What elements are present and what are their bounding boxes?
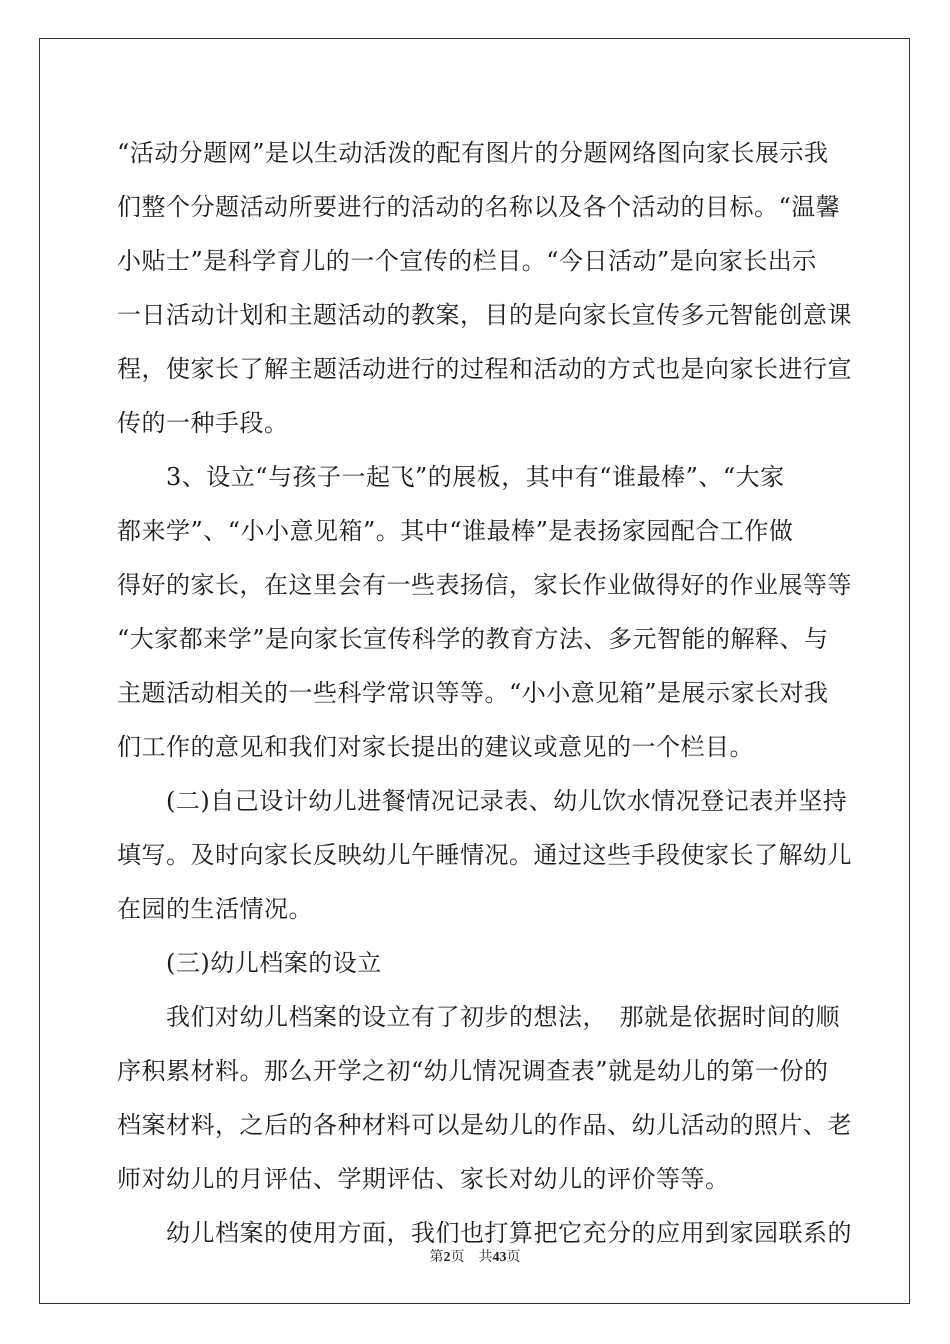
text-line: 小贴士”是科学育儿的一个宣传的栏目。“今日活动”是向家长出示 — [117, 247, 817, 275]
text-line: 幼儿档案的使用方面，我们也打算把它充分的应用到家园联系的 — [117, 1219, 852, 1247]
text-line: 一日活动计划和主题活动的教案，目的是向家长宣传多元智能创意课 — [117, 301, 852, 329]
document-body — [117, 126, 852, 1260]
page-footer — [0, 1246, 950, 1266]
text-line: “大家都来学”是向家长宣传科学的教育方法、多元智能的解释、与 — [117, 625, 829, 653]
page-unit: 页 — [450, 1250, 465, 1265]
text-line: (三)幼儿档案的设立 — [117, 949, 382, 977]
text-line: 填写。及时向家长反映幼儿午睡情况。通过这些手段使家长了解幼儿 — [117, 841, 852, 869]
text-line: (二)自己设计幼儿进餐情况记录表、幼儿饮水情况登记表并坚持 — [117, 787, 848, 815]
text-line: 得好的家长，在这里会有一些表扬信，家长作业做得好的作业展等等 — [117, 571, 852, 599]
page-number: 2 — [443, 1250, 451, 1265]
text-line: 序积累材料。那么开学之初“幼儿情况调查表”就是幼儿的第一份的 — [117, 1057, 829, 1085]
text-line: 程，使家长了解主题活动进行的过程和活动的方式也是向家长进行宣 — [117, 355, 852, 383]
text-line: 们整个分题活动所要进行的活动的名称以及各个活动的目标。“温馨 — [117, 193, 841, 221]
text-line: 档案材料，之后的各种材料可以是幼儿的作品、幼儿活动的照片、老 — [117, 1111, 852, 1139]
text-line: 3、设立“与孩子一起飞”的展板，其中有“谁最棒”、“大家 — [117, 463, 785, 491]
text-line: 在园的生活情况。 — [117, 895, 313, 923]
total-unit: 页 — [506, 1250, 521, 1265]
text-line: 都来学”、“小小意见箱”。其中“谁最棒”是表扬家园配合工作做 — [117, 517, 794, 545]
total-pages: 43 — [492, 1250, 507, 1265]
text-line: 师对幼儿的月评估、学期评估、家长对幼儿的评价等等。 — [117, 1165, 730, 1193]
text-line: 们工作的意见和我们对家长提出的建议或意见的一个栏目。 — [117, 733, 754, 761]
text-line: 我们对幼儿档案的设立有了初步的想法， 那就是依据时间的顺 — [117, 1003, 840, 1031]
text-line: “活动分题网”是以生动活泼的配有图片的分题网络图向家长展示我 — [117, 139, 829, 167]
text-line: 主题活动相关的一些科学常识等等。“小小意见箱”是展示家长对我 — [117, 679, 829, 707]
page-prefix: 第 — [429, 1250, 444, 1265]
total-prefix: 共 — [478, 1250, 493, 1265]
text-line: 传的一种手段。 — [117, 409, 289, 437]
